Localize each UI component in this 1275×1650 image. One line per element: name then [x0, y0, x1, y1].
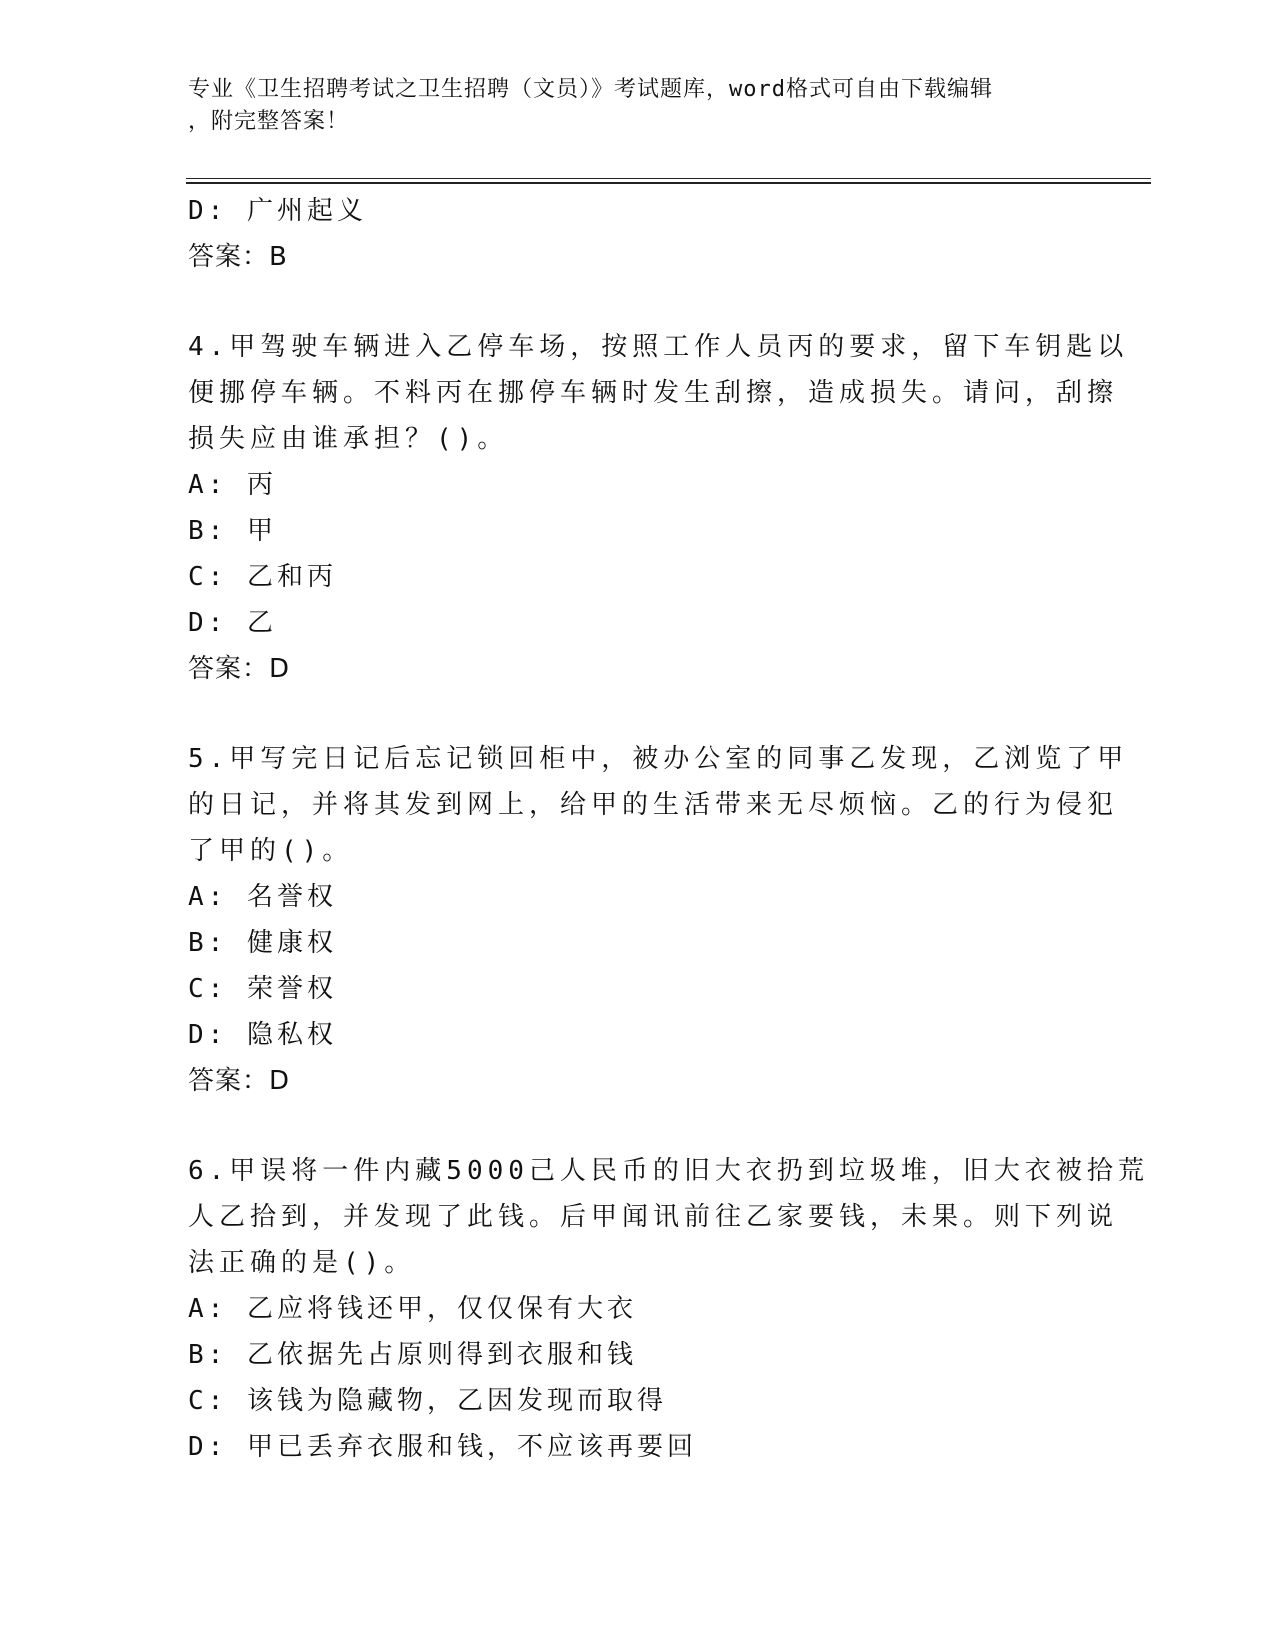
question-stem [188, 736, 1129, 874]
question-content [188, 188, 1149, 1470]
stem-line: 4.甲驾驶车辆进入乙停车场，按照工作人员丙的要求，留下车钥匙以 [188, 332, 1129, 362]
option-c: C: 荣誉权 [188, 974, 337, 1004]
previous-question-fragment [188, 188, 1088, 280]
stem-line: 人乙拾到，并发现了此钱。后甲闻讯前往乙家要钱，未果。则下列说 [188, 1202, 1119, 1232]
option-a: A: 丙 [188, 470, 277, 500]
option-a: A: 名誉权 [188, 882, 337, 912]
stem-line: 便挪停车辆。不料丙在挪停车辆时发生刮擦，造成损失。请问，刮擦 [188, 378, 1119, 408]
option-b: B: 乙依据先占原则得到衣服和钱 [188, 1340, 637, 1370]
header-line-2: ，附完整答案！ [188, 109, 350, 134]
page-header [188, 74, 1068, 138]
option-d: D: 广州起义 [188, 196, 367, 226]
stem-line: 5.甲写完日记后忘记锁回柜中，被办公室的同事乙发现，乙浏览了甲 [188, 744, 1129, 774]
header-rule-thick [186, 182, 1151, 184]
option-b: B: 健康权 [188, 928, 337, 958]
stem-line: 损失应由谁承担？()。 [188, 424, 509, 454]
option-d: D: 乙 [188, 608, 277, 638]
option-c: C: 该钱为隐藏物，乙因发现而取得 [188, 1386, 667, 1416]
answer-line: 答案：D [188, 1066, 291, 1096]
stem-line: 了甲的()。 [188, 836, 354, 866]
answer-line: 答案：B [188, 242, 288, 272]
header-rule-thin [186, 178, 1151, 179]
question-stem [188, 324, 1129, 462]
question-5 [188, 736, 1129, 1104]
option-b: B: 甲 [188, 516, 277, 546]
option-c: C: 乙和丙 [188, 562, 337, 592]
question-stem [188, 1148, 1149, 1286]
stem-line: 6.甲误将一件内藏5000己人民币的旧大衣扔到垃圾堆，旧大衣被拾荒 [188, 1156, 1149, 1186]
option-a: A: 乙应将钱还甲，仅仅保有大衣 [188, 1294, 637, 1324]
option-d: D: 甲已丢弃衣服和钱，不应该再要回 [188, 1432, 697, 1462]
stem-line: 法正确的是()。 [188, 1248, 416, 1278]
header-line-1: 专业《卫生招聘考试之卫生招聘（文员）》考试题库，word格式可自由下载编辑 [188, 77, 993, 102]
question-6 [188, 1148, 1149, 1470]
answer-line: 答案：D [188, 654, 291, 684]
question-4 [188, 324, 1129, 692]
stem-line: 的日记，并将其发到网上，给甲的生活带来无尽烦恼。乙的行为侵犯 [188, 790, 1119, 820]
option-d: D: 隐私权 [188, 1020, 337, 1050]
